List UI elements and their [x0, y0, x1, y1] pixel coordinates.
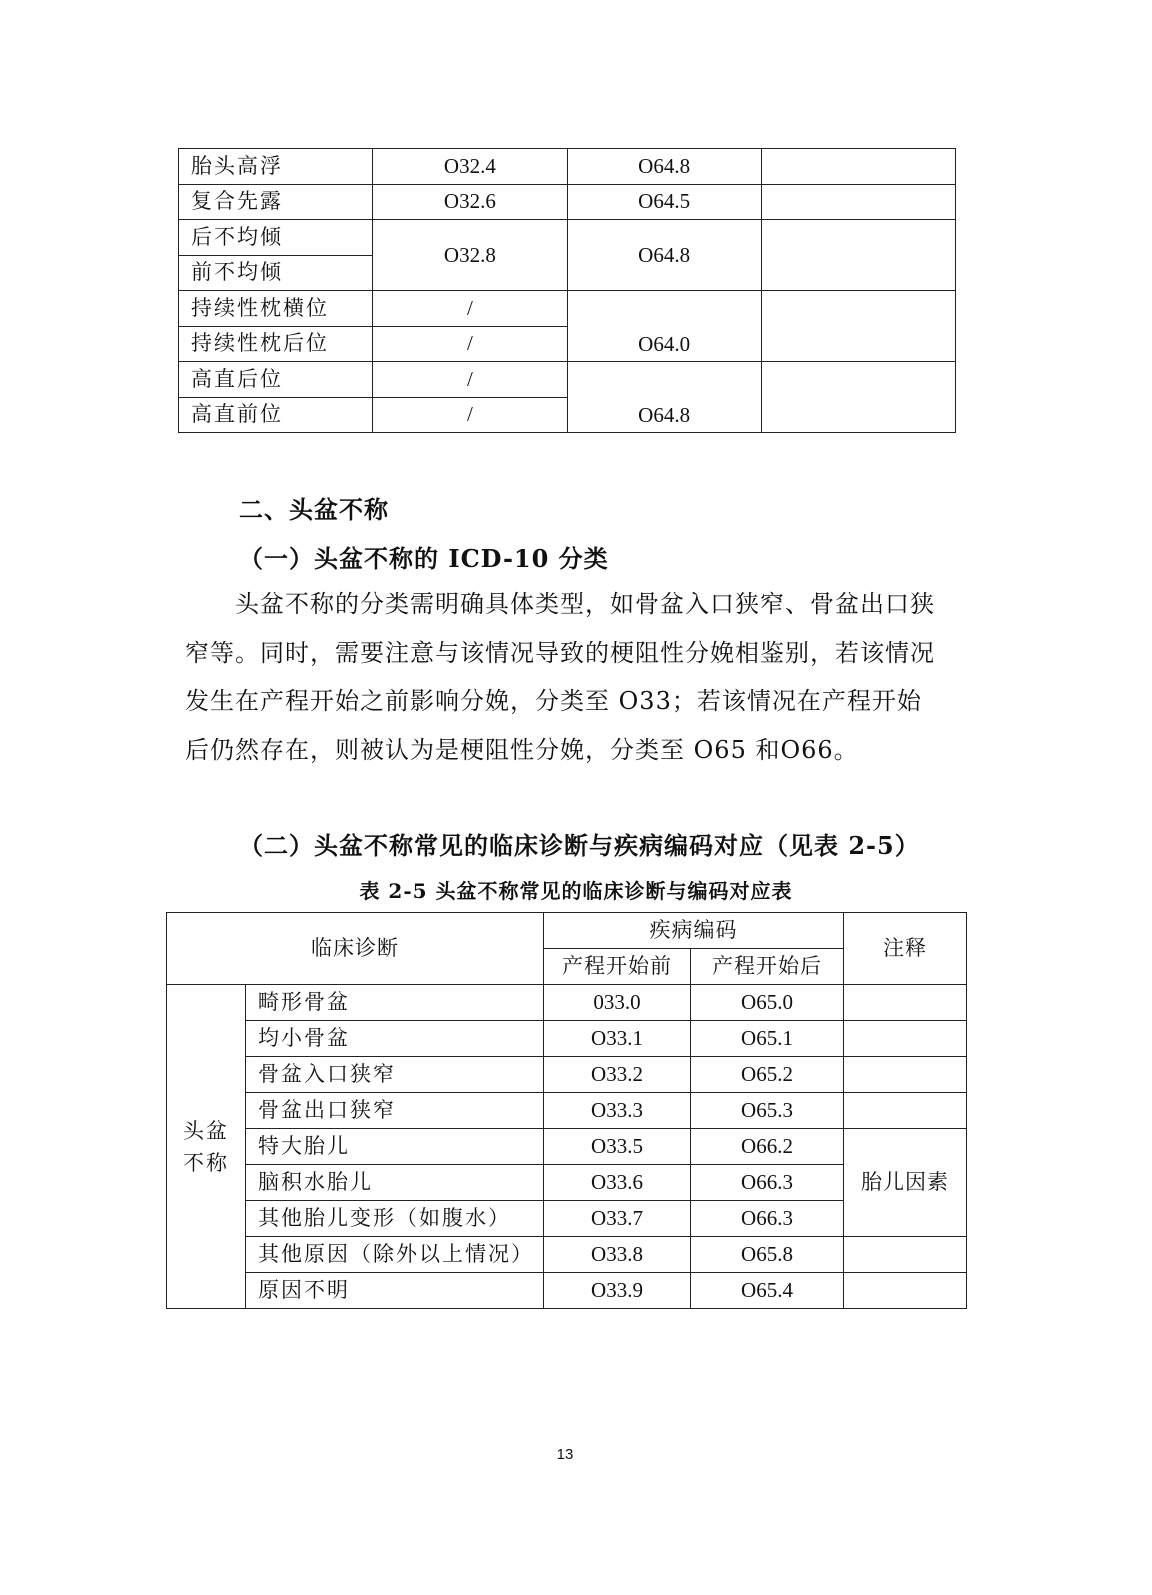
code-before-cell: O33.2	[544, 1057, 691, 1093]
diagnosis-cell: 复合先露	[179, 184, 373, 220]
code-after-cell: O65.0	[691, 985, 844, 1021]
note-cell	[761, 149, 955, 185]
table-row	[179, 362, 956, 398]
code-before-cell: O32.6	[373, 184, 567, 220]
diagnosis-cell: 前不均倾	[179, 255, 373, 291]
code-before-cell: O33.1	[544, 1021, 691, 1057]
table-row	[167, 1021, 967, 1057]
diagnosis-cell: 持续性枕横位	[179, 291, 373, 327]
table-row	[167, 1057, 967, 1093]
note-cell	[844, 1093, 967, 1129]
section-title: 二、头盆不称	[239, 495, 389, 524]
diagnosis-cell: 高直后位	[179, 362, 373, 398]
header-diagnosis: 临床诊断	[167, 913, 544, 985]
body-paragraph	[185, 580, 935, 774]
code-after-cell: O65.2	[691, 1057, 844, 1093]
continued-table	[178, 148, 956, 433]
diagnosis-cell: 均小骨盆	[246, 1021, 544, 1057]
diagnosis-cell: 后不均倾	[179, 220, 373, 256]
note-cell	[761, 291, 955, 362]
table-row	[179, 149, 956, 185]
header-after: 产程开始后	[691, 949, 844, 985]
code-before-cell: O33.9	[544, 1273, 691, 1309]
diagnosis-cell: 其他原因（除外以上情况）	[246, 1237, 544, 1273]
header-before: 产程开始前	[544, 949, 691, 985]
diagnosis-code-table	[166, 912, 967, 1309]
code-before-cell: O33.6	[544, 1165, 691, 1201]
code-before-cell: O32.4	[373, 149, 567, 185]
note-cell	[844, 1057, 967, 1093]
note-cell	[761, 362, 955, 433]
table-row	[167, 1093, 967, 1129]
group-label: 头盆 不称	[167, 985, 246, 1309]
diagnosis-cell: 骨盆入口狭窄	[246, 1057, 544, 1093]
code-after-cell: O66.3	[691, 1201, 844, 1237]
code-before-cell: O33.3	[544, 1093, 691, 1129]
paragraph-text: 头盆不称的分类需明确具体类型，如骨盆入口狭窄、骨盆出口狭窄等。同时，需要注意与该情况导致的梗阻性分娩相鉴别，若该情况发生在产程开始之前影响分娩，分类至 O33；若该情况在产程开始后仍然存在，则被认为是梗阻性分娩，分类至 O65 和O66。	[185, 590, 935, 764]
code-after-cell: O66.2	[691, 1129, 844, 1165]
table-caption: 表 2-5 头盆不称常见的临床诊断与编码对应表	[359, 879, 793, 903]
note-cell	[761, 184, 955, 220]
diagnosis-cell: 骨盆出口狭窄	[246, 1093, 544, 1129]
diagnosis-cell: 胎头高浮	[179, 149, 373, 185]
note-cell	[844, 985, 967, 1021]
code-after-cell: O66.3	[691, 1165, 844, 1201]
code-before-cell: O33.5	[544, 1129, 691, 1165]
code-after-cell: O64.0	[567, 291, 761, 362]
table-row	[179, 291, 956, 327]
note-cell: 胎儿因素	[844, 1129, 967, 1237]
code-before-cell: 033.0	[544, 985, 691, 1021]
code-before-cell: O33.8	[544, 1237, 691, 1273]
diagnosis-cell: 高直前位	[179, 397, 373, 433]
code-before-cell: /	[373, 362, 567, 398]
code-before-cell: /	[373, 291, 567, 327]
diagnosis-cell: 特大胎儿	[246, 1129, 544, 1165]
header-row	[167, 913, 967, 949]
header-note: 注释	[844, 913, 967, 985]
note-cell	[844, 1021, 967, 1057]
code-before-cell: /	[373, 397, 567, 433]
code-after-cell: O65.8	[691, 1237, 844, 1273]
table-row	[167, 985, 967, 1021]
diagnosis-cell: 脑积水胎儿	[246, 1165, 544, 1201]
code-after-cell: O64.8	[567, 220, 761, 291]
code-after-cell: O65.4	[691, 1273, 844, 1309]
header-codes: 疾病编码	[544, 913, 844, 949]
code-after-cell: O65.3	[691, 1093, 844, 1129]
table-row	[179, 220, 956, 256]
diagnosis-cell: 原因不明	[246, 1273, 544, 1309]
code-after-cell: O64.5	[567, 184, 761, 220]
diagnosis-cell: 畸形骨盆	[246, 985, 544, 1021]
note-cell	[761, 220, 955, 291]
subsection-title: （一）头盆不称的 ICD-10 分类	[239, 544, 609, 573]
code-after-cell: O64.8	[567, 149, 761, 185]
code-before-cell: O32.8	[373, 220, 567, 291]
code-after-cell: O65.1	[691, 1021, 844, 1057]
code-after-cell: O64.8	[567, 362, 761, 433]
page-number: 13	[556, 1446, 574, 1463]
diagnosis-cell: 持续性枕后位	[179, 326, 373, 362]
diagnosis-cell: 其他胎儿变形（如腹水）	[246, 1201, 544, 1237]
table-row	[167, 1129, 967, 1165]
note-cell	[844, 1273, 967, 1309]
table-row	[167, 1237, 967, 1273]
code-before-cell: /	[373, 326, 567, 362]
table-row	[179, 184, 956, 220]
code-before-cell: O33.7	[544, 1201, 691, 1237]
table-row	[167, 1273, 967, 1309]
note-cell	[844, 1237, 967, 1273]
subsection-title: （二）头盆不称常见的临床诊断与疾病编码对应（见表 2-5）	[239, 831, 920, 860]
